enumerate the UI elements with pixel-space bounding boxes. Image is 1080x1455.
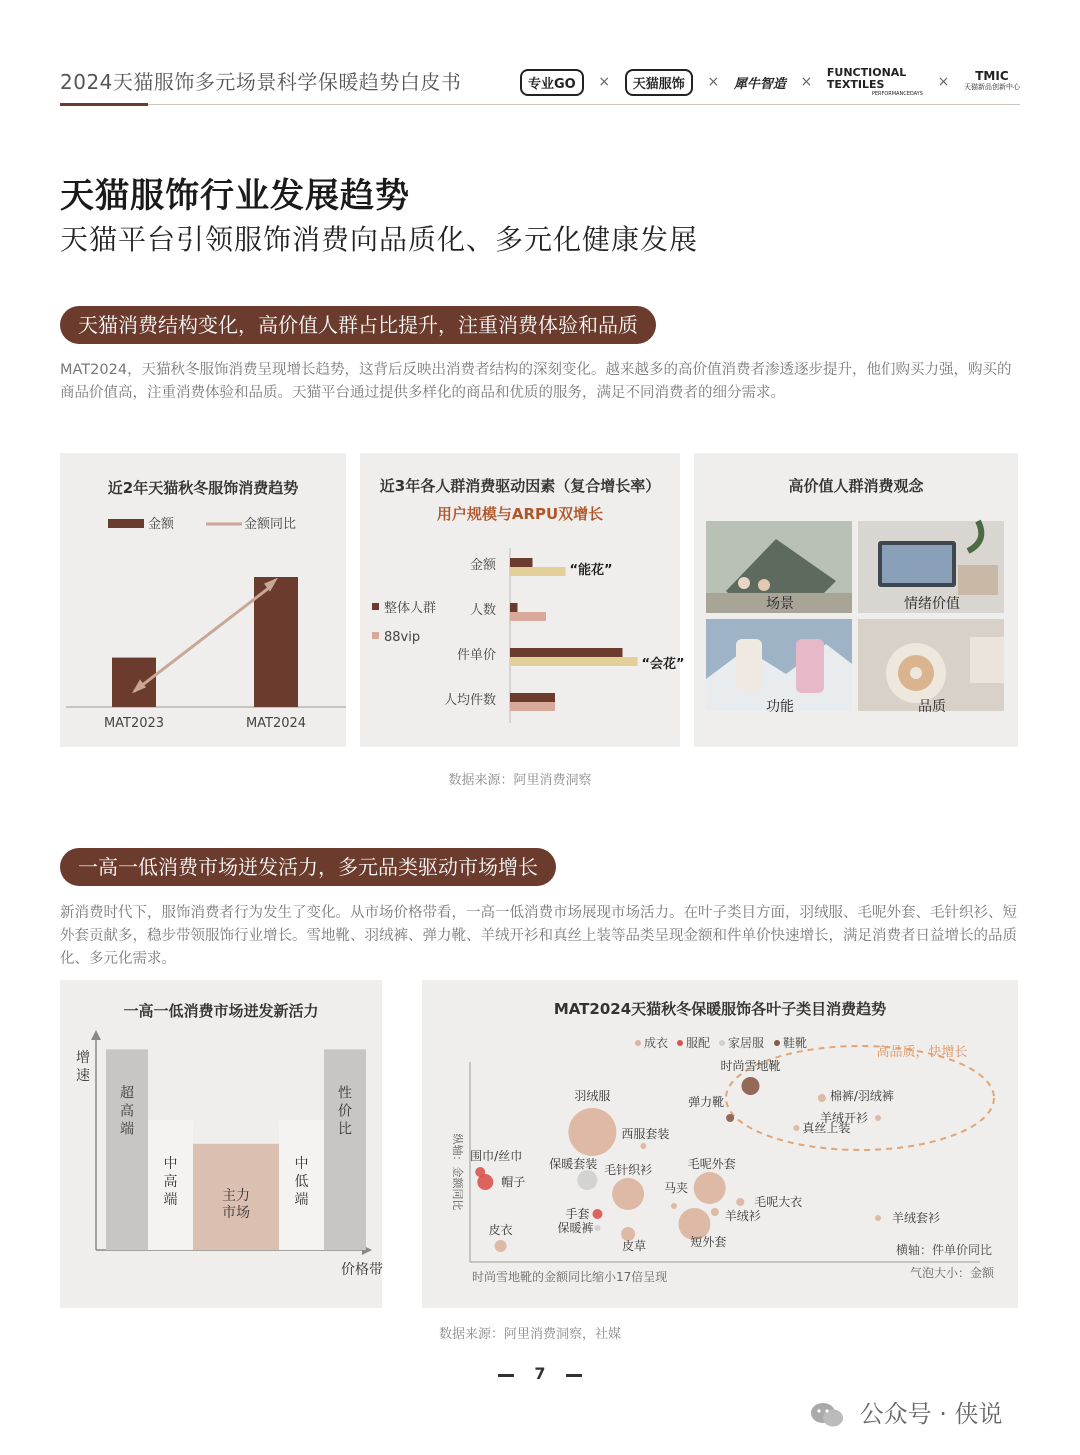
- separator-x: ×: [937, 74, 950, 90]
- chart2-ytick-金额: 金额: [469, 558, 496, 573]
- chart4-bubble-手套: [593, 1209, 603, 1219]
- chart4-bubble-真丝上装: [793, 1125, 799, 1131]
- photo-label-scene: 场景: [766, 596, 794, 612]
- chart4-title: MAT2024天猫秋冬保暖服饰各叶子类目消费趋势: [553, 1000, 887, 1018]
- chart1-svg: [60, 453, 346, 747]
- legend-label-88vip: 88vip: [384, 630, 421, 645]
- header-divider-accent: [60, 103, 148, 106]
- chart3-band-超高端: [106, 1049, 148, 1250]
- page-number: 7: [534, 1364, 546, 1383]
- section2-source: 数据来源：阿里消费洞察，社媒: [438, 1327, 621, 1342]
- chart4-bubble-label-帽子: 帽子: [501, 1175, 526, 1189]
- legend-dot-鞋靴: [774, 1040, 780, 1046]
- chart4-bubble-棉裤/羽绒裤: [818, 1094, 826, 1102]
- chart4-bubble-label-羊绒衫: 羊绒衫: [724, 1209, 761, 1223]
- chart4-bubble-皮衣: [495, 1240, 507, 1252]
- photos-title: 高价值人群消费观念: [788, 477, 924, 495]
- legend-label-amount: 金额: [148, 517, 175, 532]
- legend-swatch-amount: [108, 519, 144, 528]
- chart4-bubble-label-围巾/丝巾: 围巾/丝巾: [470, 1149, 523, 1163]
- chart4-bubble-label-真丝上装: 真丝上装: [802, 1121, 851, 1135]
- chart4-bubble-label-羊绒套衫: 羊绒套衫: [892, 1211, 941, 1225]
- logo-tmic-text: TMIC: [975, 69, 1009, 83]
- chart3-band-label-超高端-2: 端: [120, 1121, 134, 1138]
- chart3-band-性价比: [324, 1049, 366, 1250]
- panel-category-bubbles: [422, 980, 1018, 1308]
- legend-swatch-88vip: [372, 632, 379, 639]
- chart1-yoy-line: [134, 586, 272, 692]
- chart3-band-label-性价比-0: 性: [338, 1085, 352, 1102]
- chart3-title: 一高一低消费市场迸发新活力: [123, 1002, 319, 1020]
- legend-swatch-overall: [372, 603, 379, 610]
- logo-tmall-fashion: 天猫服饰: [625, 69, 693, 96]
- chart4-bubble-羊绒衫: [711, 1208, 719, 1216]
- chart4-bubble-label-手套: 手套: [565, 1207, 590, 1221]
- chart2-bar-overall-金额: [510, 558, 533, 567]
- chart2-ytick-件单价: 件单价: [456, 648, 496, 663]
- chart4-bubble-label-马夹: 马夹: [663, 1181, 689, 1195]
- chart3-band-label-中低端-1: 低: [294, 1174, 309, 1191]
- chart4-bubble-羊绒套衫: [875, 1215, 881, 1221]
- chart2-bar-88vip-人均件数: [510, 702, 555, 711]
- photo-label-function: 功能: [766, 699, 794, 715]
- chart4-bubble-弹力靴: [726, 1114, 734, 1122]
- chart3-band-label-中高端-0: 中: [163, 1156, 178, 1173]
- chart2-subtitle: 用户规模与ARPU双增长: [436, 505, 604, 523]
- chart3-band-label-中低端-0: 中: [294, 1156, 309, 1173]
- chart2-bar-overall-人数: [510, 603, 518, 612]
- chart4-bubble-label-羊绒开衫: 羊绒开衫: [819, 1111, 868, 1125]
- page-title: 天猫服饰行业发展趋势: [60, 176, 410, 216]
- document-header-title: 2024天猫服饰多元场景科学保暖趋势白皮书: [60, 70, 462, 94]
- chart2-bar-overall-件单价: [510, 648, 623, 657]
- legend-label-overall: 整体人群: [384, 601, 437, 616]
- chart1-title: 近2年天猫秋冬服饰消费趋势: [107, 479, 299, 497]
- chart4-xlabel: 横轴：件单价同比: [895, 1243, 992, 1257]
- logo-functional-textiles-sub: PERFORMANCEDAYS: [871, 91, 923, 97]
- chart1-bar-MAT2023: [112, 658, 156, 707]
- legend-dot-家居服: [719, 1040, 725, 1046]
- chart4-bubble-帽子: [477, 1174, 493, 1190]
- section1-paragraph: MAT2024，天猫秋冬服饰消费呈现增长趋势，这背后反映出消费者结构的深刻变化。越来越多的高价值消费者渗透逐步提升，他们购买力强，购买的商品价值高，注重消费体验和品质。天猫平台通过提供多样化的商品和优质的服务，满足不同消费者的细分需求。: [60, 362, 1012, 401]
- chart4-bubble-西服套装: [640, 1143, 646, 1149]
- legend-dot-服配: [677, 1040, 683, 1046]
- chart2-svg: [360, 453, 685, 747]
- panel-consumption-trend: [60, 453, 346, 747]
- page-subtitle: 天猫平台引领服饰消费向品质化、多元化健康发展: [60, 223, 699, 256]
- chart4-bubble-毛呢大衣: [736, 1198, 744, 1206]
- chart1-xtick-MAT2024: MAT2024: [245, 716, 307, 731]
- chart4-svg: [422, 980, 1018, 1308]
- chart2-bar-88vip-件单价: [510, 657, 638, 666]
- chart4-bubble-label-皮草: 皮草: [622, 1239, 647, 1253]
- logo-xiniu: 犀牛智造: [733, 76, 786, 92]
- logo-functional-textiles: [827, 67, 923, 97]
- chart4-bubble-羽绒服: [568, 1108, 616, 1156]
- chart4-bubble-毛针织衫: [612, 1178, 644, 1210]
- section1-heading-pill: 天猫消费结构变化，高价值人群占比提升，注重消费体验和品质: [60, 306, 656, 344]
- chart4-bubble-马夹: [671, 1203, 677, 1209]
- legend-label-家居服: 家居服: [728, 1036, 765, 1050]
- chart4-bubble-羊绒开衫: [875, 1115, 881, 1121]
- legend-label-服配: 服配: [686, 1036, 711, 1050]
- section2-heading-pill: 一高一低消费市场迸发活力，多元品类驱动市场增长: [60, 848, 556, 886]
- panel-consumption-drivers: [360, 453, 685, 747]
- chart4-highlight-label: 高品质，快增长: [876, 1045, 968, 1060]
- chart4-bubble-label-毛针织衫: 毛针织衫: [604, 1163, 653, 1177]
- legend-label-yoy: 金额同比: [244, 517, 297, 532]
- chart4-bubble-label-短外套: 短外套: [690, 1235, 727, 1249]
- chart3-ylabel-2: 速: [76, 1068, 90, 1084]
- separator-x: ×: [598, 74, 611, 90]
- separator-x: ×: [800, 74, 813, 90]
- legend-label-成衣: 成衣: [644, 1036, 669, 1050]
- chart4-bubble-label-毛呢外套: 毛呢外套: [687, 1157, 736, 1171]
- chart4-size-note: 气泡大小：金额: [909, 1266, 994, 1280]
- chart4-bubble-label-时尚雪地靴: 时尚雪地靴: [720, 1059, 781, 1073]
- chart4-bubble-label-皮衣: 皮衣: [488, 1223, 513, 1237]
- chart2-title: 近3年各人群消费驱动因素（复合增长率）: [379, 477, 661, 495]
- chart2-bar-88vip-金额: [510, 567, 566, 576]
- chart4-bubble-毛呢外套: [694, 1172, 726, 1204]
- chart4-bubble-label-羽绒服: 羽绒服: [574, 1089, 611, 1103]
- photo-label-quality: 品质: [918, 699, 946, 715]
- chart3-band-label-超高端-1: 高: [120, 1103, 134, 1120]
- legend-label-鞋靴: 鞋靴: [783, 1036, 808, 1050]
- chart3-band-label-性价比-1: 价: [338, 1103, 352, 1120]
- chart4-bubble-label-保暖套装: 保暖套装: [549, 1157, 598, 1171]
- chart1-xtick-MAT2023: MAT2023: [103, 716, 165, 731]
- chart3-band-label-中高端-1: 高: [163, 1174, 178, 1191]
- chart2-ytick-人均件数: 人均件数: [443, 693, 496, 708]
- chart4-bubble-label-毛呢大衣: 毛呢大衣: [754, 1195, 803, 1209]
- header-divider: [60, 104, 1020, 105]
- chart4-bubble-保暖套装: [577, 1170, 597, 1190]
- chart3-band-label-中低端-2: 端: [294, 1192, 309, 1209]
- section1-source: 数据来源：阿里消费洞察: [448, 773, 592, 788]
- chart4-bubble-label-保暖裤: 保暖裤: [557, 1221, 594, 1235]
- chart2-annotation-nenghua: “能花”: [569, 563, 613, 578]
- chart3-band-label-主力市场-b: 市场: [222, 1204, 250, 1221]
- watermark-text: 公众号 · 侠说: [859, 1400, 1003, 1428]
- photo-label-emotional-value: 情绪价值: [904, 596, 960, 612]
- chart3-band-label-中高端-2: 端: [163, 1192, 178, 1209]
- chart2-bar-88vip-人数: [510, 612, 546, 621]
- chart3-band-label-性价比-2: 比: [338, 1121, 352, 1138]
- chart2-bar-overall-人均件数: [510, 693, 555, 702]
- partner-logos: [520, 64, 1020, 100]
- logo-zhuanye: 专业GO: [520, 69, 584, 96]
- section2-paragraph: 新消费时代下，服饰消费者行为发生了变化。从市场价格带看，一高一低消费市场展现市场活力。在叶子类目方面，羽绒服、毛呢外套、毛针织衫、短外套贡献多，稳步带领服饰行业增长。雪地靴、羽绒裤、弹力靴、羊绒开衫和真丝上装等品类呈现金额和件单价快速增长，满足消费者日益增长的品质化、多元化需求。: [60, 905, 1017, 967]
- separator-x: ×: [707, 74, 720, 90]
- chart3-y-arrow: [91, 1030, 101, 1040]
- wechat-icon: [810, 1402, 844, 1428]
- watermark: [810, 1394, 1003, 1429]
- logo-functional-textiles-text: FUNCTIONAL TEXTILES: [826, 66, 907, 91]
- chart4-ylabel: 纵轴：金额同比: [451, 1133, 464, 1211]
- panel-consumption-concepts: [694, 453, 1018, 747]
- page-dash-right: [566, 1374, 582, 1377]
- chart3-band-label-主力市场-a: 主力: [222, 1187, 250, 1204]
- chart3-svg: [60, 980, 382, 1308]
- chart2-annotation-huihua: “会花”: [641, 657, 685, 672]
- chart4-bubble-label-弹力靴: 弹力靴: [688, 1095, 725, 1109]
- chart4-bubble-label-西服套装: 西服套装: [621, 1127, 670, 1141]
- chart4-footnote: 时尚雪地靴的金额同比缩小17倍呈现: [472, 1270, 668, 1284]
- logo-tmic-sub: 天猫新品创新中心: [963, 83, 1020, 91]
- logo-tmic: [964, 71, 1020, 93]
- chart1-bar-MAT2024: [254, 577, 298, 707]
- chart3-xlabel: 价格带: [341, 1262, 383, 1278]
- chart3-ylabel-1: 增: [76, 1050, 90, 1066]
- chart3-band-label-超高端-0: 超: [120, 1085, 134, 1102]
- chart4-bubble-保暖裤: [595, 1225, 601, 1231]
- legend-dot-成衣: [635, 1040, 641, 1046]
- chart4-bubble-label-棉裤/羽绒裤: 棉裤/羽绒裤: [829, 1089, 894, 1103]
- chart4-bubble-时尚雪地靴: [742, 1077, 760, 1095]
- chart2-ytick-人数: 人数: [469, 603, 496, 618]
- panel-price-band: [60, 980, 382, 1308]
